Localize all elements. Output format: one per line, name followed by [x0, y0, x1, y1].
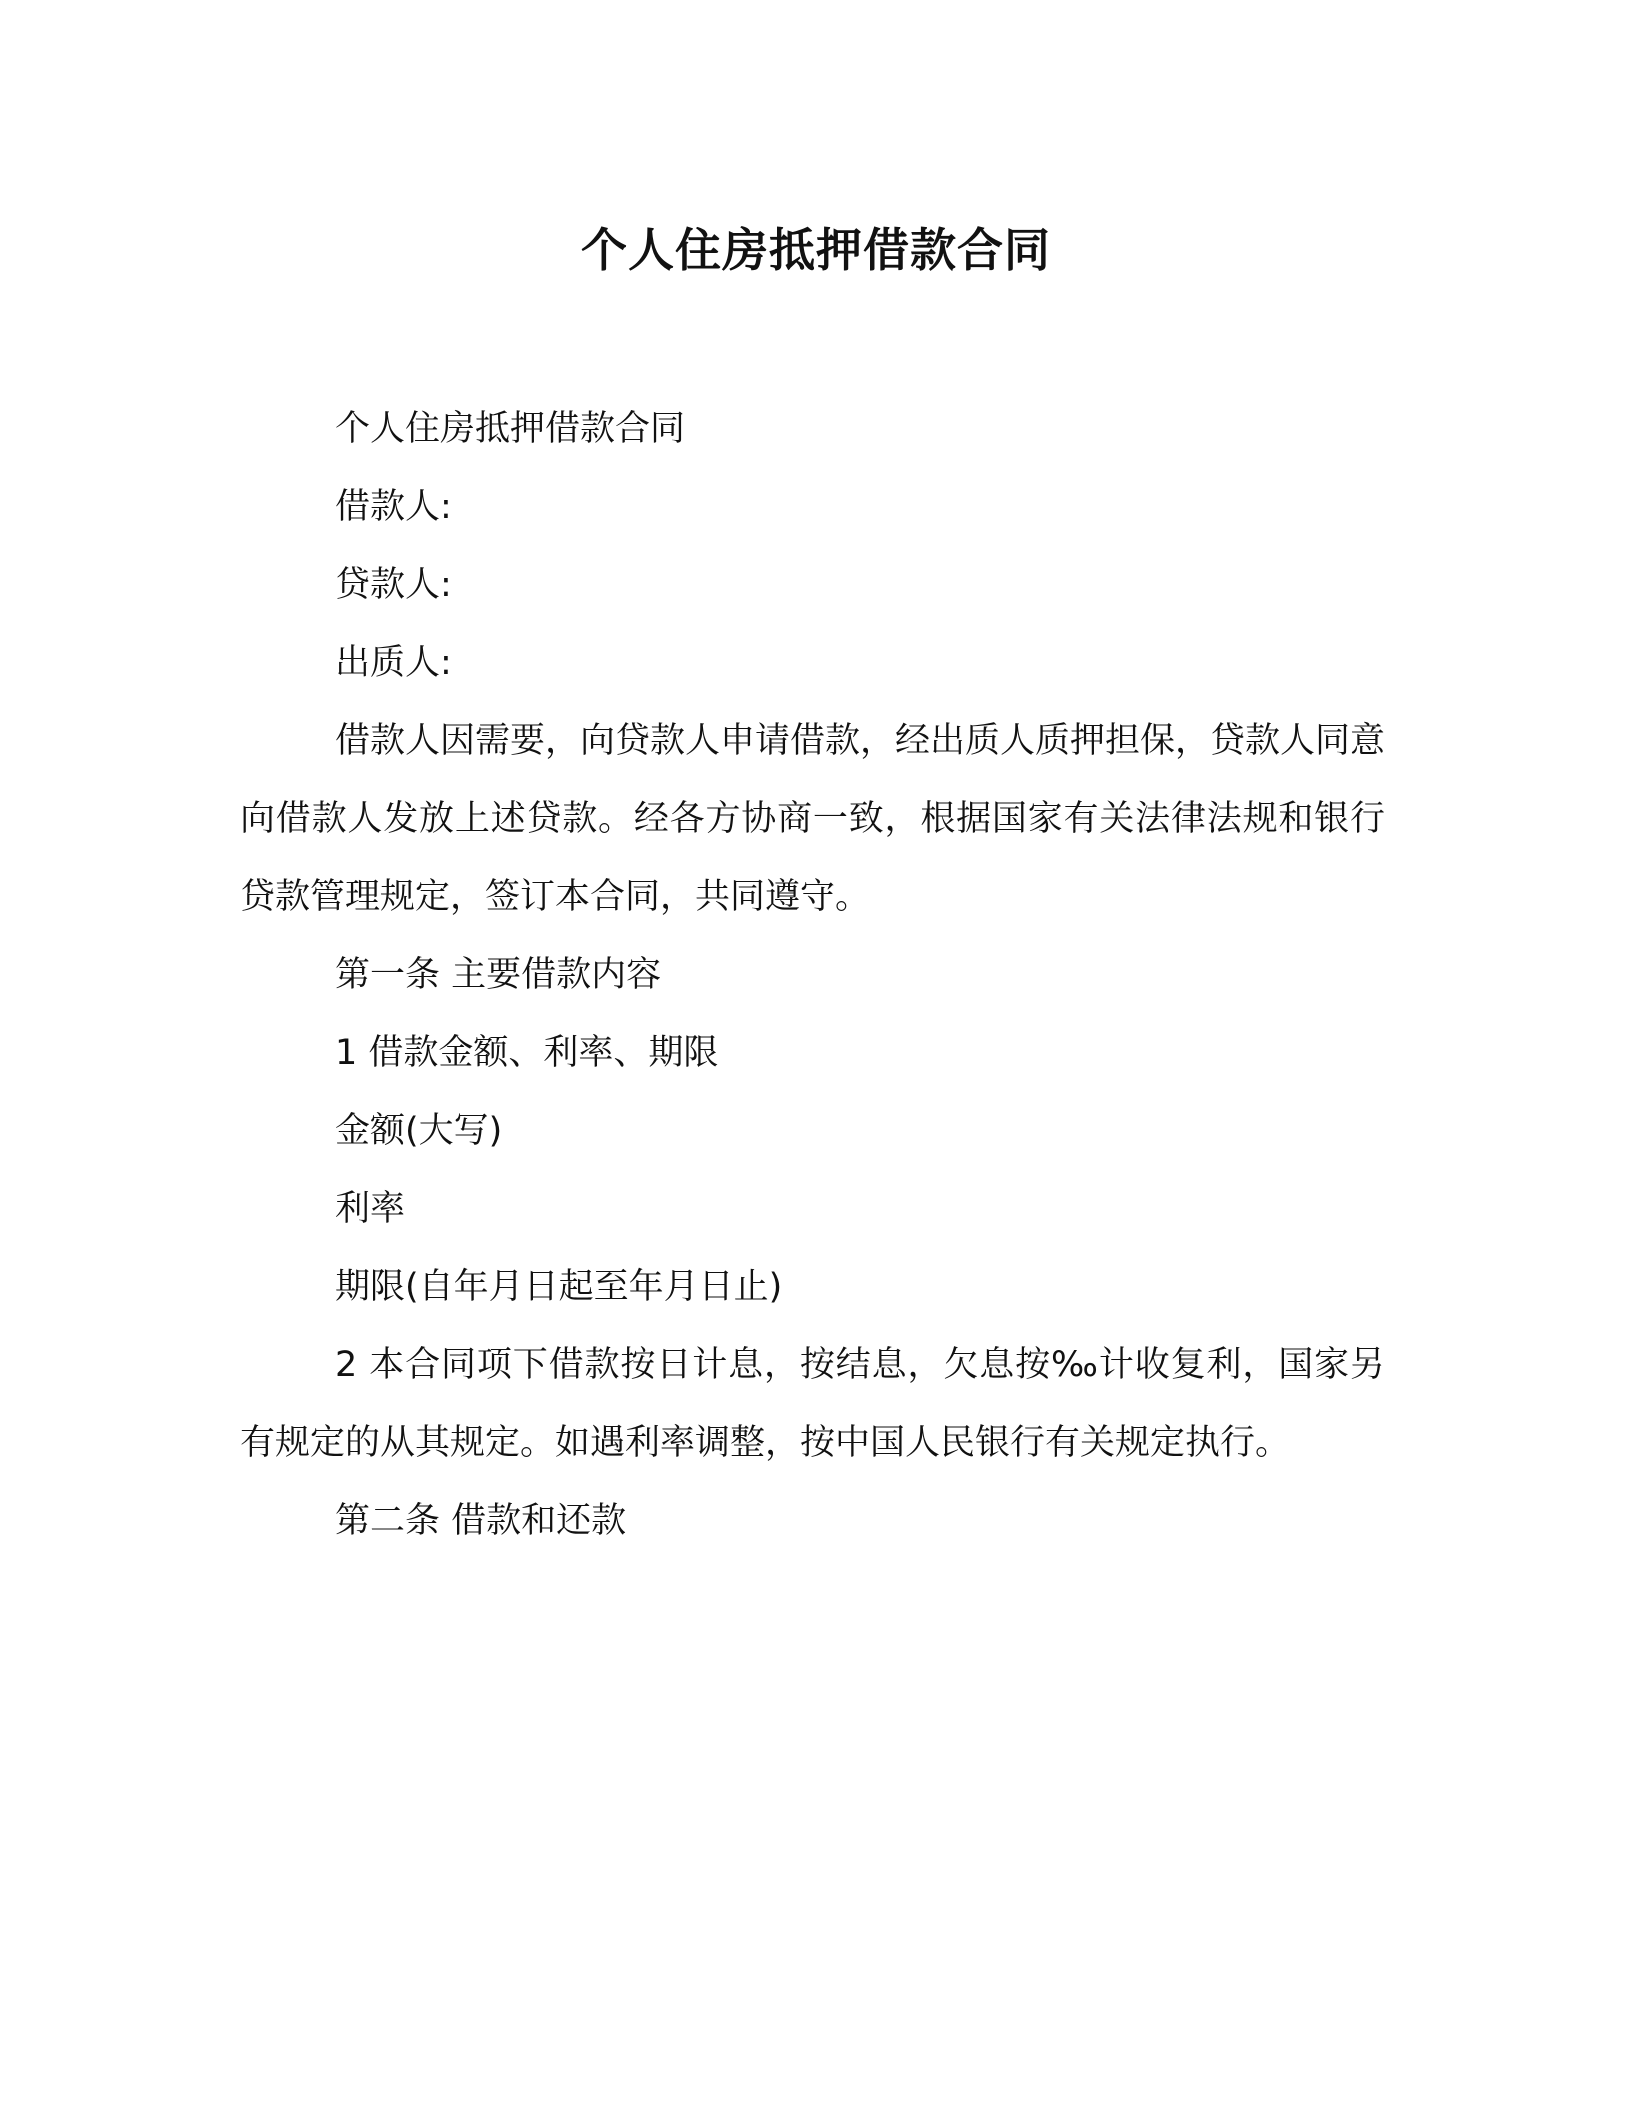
article-2-heading: 第二条 借款和还款	[335, 1501, 627, 1541]
paragraph-pledgor: 出质人:	[335, 643, 452, 683]
paragraph-lender: 贷款人:	[335, 565, 452, 605]
paragraph-contract-name: 个人住房抵押借款合同	[335, 409, 686, 449]
paragraph-preamble: 借款人因需要，向贷款人申请借款，经出质人质押担保，贷款人同意向借款人发放上述贷款。经各方协商一致，根据国家有关法律法规和银行贷款管理规定，签订本合同，共同遵守。	[240, 721, 1386, 917]
article-1-item-2: 2 本合同项下借款按日计息，按结息，欠息按‰计收复利，国家另有规定的从其规定。如遇利率调整，按中国人民银行有关规定执行。	[240, 1345, 1385, 1463]
amount-field: 金额(大写)	[335, 1111, 503, 1151]
article-1-heading: 第一条 主要借款内容	[335, 955, 662, 995]
article-1-item-1: 1 借款金额、利率、期限	[335, 1033, 719, 1073]
document-body	[240, 390, 1385, 1560]
document-title: 个人住房抵押借款合同	[581, 223, 1051, 277]
paragraph-borrower: 借款人:	[335, 487, 452, 527]
term-field: 期限(自年月日起至年月日止)	[335, 1267, 783, 1307]
rate-field: 利率	[335, 1189, 406, 1229]
